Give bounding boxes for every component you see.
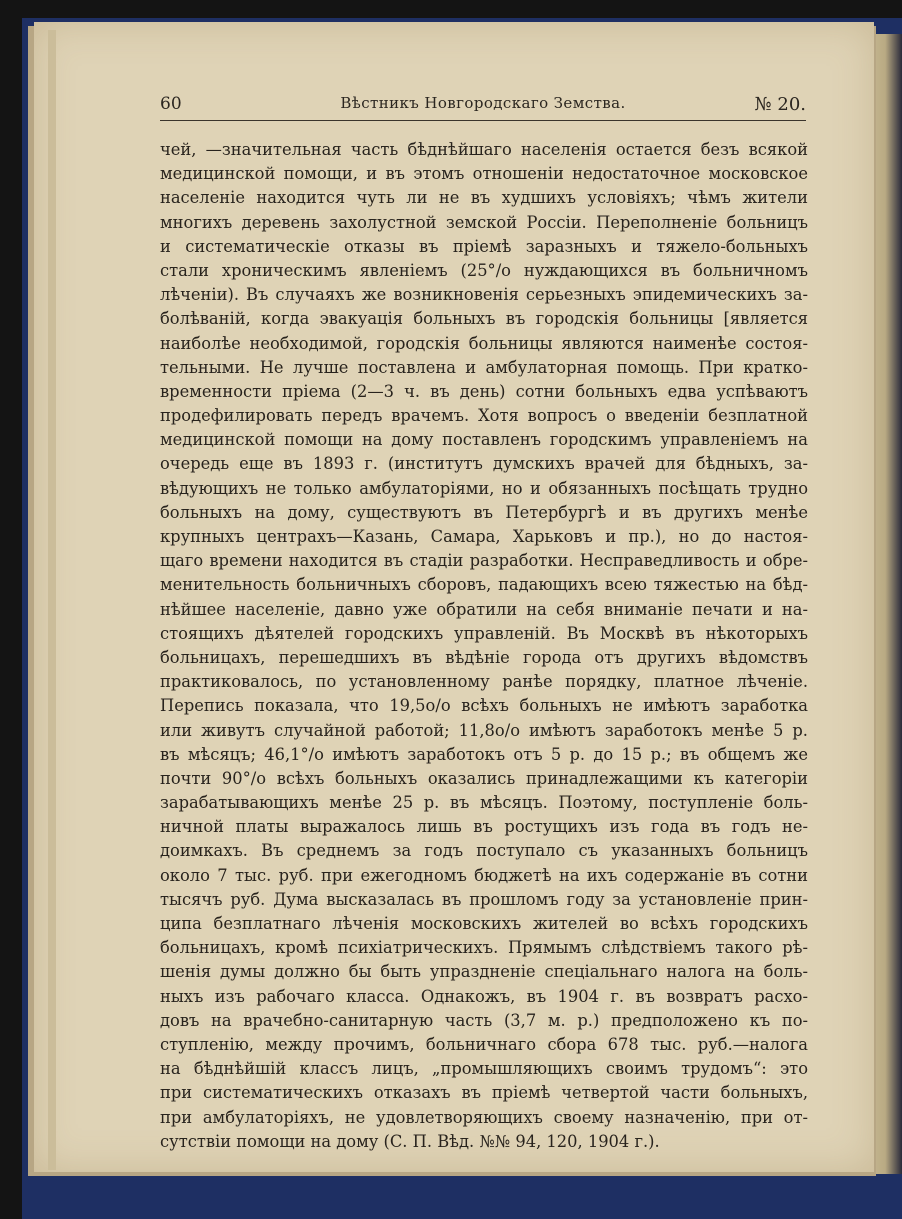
text-line: лѣченіи). Въ случаяхъ же возникновенія серьезныхъ эпидемическихъ за-: [160, 285, 808, 305]
text-line: крупныхъ центрахъ—Казань, Самара, Харьковъ и пр.), но до настоя-: [160, 527, 808, 546]
text-line: больныхъ на дому, существуютъ въ Петербургѣ и въ другихъ менѣе: [160, 502, 808, 522]
text-line: тысячъ руб. Дума высказалась въ прошломъ году за установленіе прин-: [160, 889, 808, 909]
text-line: многихъ деревень захолустной земской Россіи. Переполненіе больницъ: [160, 212, 808, 232]
text-line: стоящихъ дѣятелей городскихъ управленій. Въ Москвѣ въ нѣкоторыхъ: [160, 623, 808, 643]
text-line: въ мѣсяцъ; 46,1°/о имѣютъ заработокъ отъ 5 р. до 15 р.; въ общемъ же: [160, 744, 808, 764]
text-line: медицинской помощи, и въ этомъ отношеніи недостаточное московское: [160, 164, 808, 184]
text-line: при систематическихъ отказахъ въ пріемѣ четвертой части больныхъ,: [160, 1083, 808, 1103]
text-line: ныхъ изъ рабочаго класса. Однакожъ, въ 1904 г. въ возвратъ расхо-: [160, 986, 808, 1006]
text-line: практиковалось, по установленному ранѣе порядку, платное лѣченіе.: [160, 672, 808, 692]
page-gutter-edge: [48, 30, 56, 1170]
text-line: продефилировать передъ врачемъ. Хотя вопросъ о введеніи безплатной: [160, 406, 808, 426]
text-line: ципа безплатнаго лѣченія московскихъ жителей во всѣхъ городскихъ: [160, 914, 808, 933]
text-line: довъ на врачебно-санитарную часть (3,7 м. р.) предположено къ по-: [160, 1010, 808, 1030]
text-line: около 7 тыс. руб. при ежегодномъ бюджетѣ на ихъ содержаніе въ сотни: [160, 865, 808, 885]
text-line: временности пріема (2—3 ч. въ день) сотни больныхъ едва успѣваютъ: [160, 381, 808, 401]
text-line: Перепись показала, что 19,5о/о всѣхъ больныхъ не имѣютъ заработка: [160, 696, 808, 716]
text-line: сутствіи помощи на дому (С. П. Вѣд. №№ 94, 120, 1904 г.).: [160, 1131, 660, 1151]
text-line: менительность больничныхъ сборовъ, падающихъ всею тяжестью на бѣд-: [160, 575, 808, 595]
text-line: чей, —значительная часть бѣднѣйшаго населенія остается безъ всякой: [160, 140, 808, 159]
text-line: на бѣднѣйшій классъ лицъ, „промышляющихъ своимъ трудомъ“: это: [160, 1059, 808, 1079]
text-line: щаго времени находится въ стадіи разработки. Несправедливость и обре-: [160, 551, 808, 571]
text-line: или живутъ случайной работой; 11,8о/о имѣютъ заработокъ менѣе 5 р.: [160, 720, 808, 740]
text-line: при амбулаторіяхъ, не удовлетворяющихъ своему назначенію, при от-: [160, 1107, 808, 1127]
text-line: ничной платы выражалось лишь въ ростущихъ изъ года въ годъ не-: [160, 817, 808, 837]
text-line: шенія думы должно бы быть упраздненіе спеціальнаго налога на боль-: [160, 962, 808, 982]
running-header: [160, 94, 806, 122]
article-body: [160, 138, 808, 1154]
text-line: наиболѣе необходимой, городскія больницы являются наименѣе состоя-: [160, 333, 808, 353]
header-rule: [160, 120, 806, 121]
text-line: ступленію, между прочимъ, больничнаго сбора 678 тыс. руб.—налога: [160, 1034, 808, 1054]
text-line: стали хроническимъ явленіемъ (25°/о нуждающихся въ больничномъ: [160, 260, 808, 280]
text-line: населеніе находится чуть ли не въ худшихъ условіяхъ; чѣмъ жители: [160, 188, 808, 208]
text-line: очередь еще въ 1893 г. (институтъ думскихъ врачей для бѣдныхъ, за-: [160, 454, 808, 474]
issue-number: № 20.: [754, 94, 806, 115]
text-line: почти 90°/о всѣхъ больныхъ оказались принадлежащими къ категоріи: [160, 768, 808, 788]
text-line: зарабатывающихъ менѣе 25 р. въ мѣсяцъ. Поэтому, поступленіе боль-: [160, 793, 808, 813]
page-number: 60: [160, 94, 182, 114]
text-line: медицинской помощи на дому поставленъ городскимъ управленіемъ на: [160, 430, 808, 450]
text-line: больницахъ, кромѣ психіатрическихъ. Прямымъ слѣдствіемъ такого рѣ-: [160, 938, 808, 958]
text-line: доимкахъ. Въ среднемъ за годъ поступало съ указанныхъ больницъ: [160, 841, 808, 861]
text-line: нѣйшее населеніе, давно уже обратили на себя вниманіе печати и на-: [160, 599, 808, 619]
text-line: болѣваній, когда эвакуація больныхъ въ городскія больницы [является: [160, 309, 808, 329]
text-line: тельными. Не лучше поставлена и амбулаторная помощь. При кратко-: [160, 357, 808, 377]
journal-title: Вѣстникъ Новгородскаго Земства.: [340, 94, 626, 112]
text-line: и систематическіе отказы въ пріемѣ заразныхъ и тяжело-больныхъ: [160, 236, 808, 256]
text-line: больницахъ, перешедшихъ въ вѣдѣніе города отъ другихъ вѣдомствъ: [160, 647, 808, 667]
text-line: вѣдующихъ не только амбулаторіями, но и обязанныхъ посѣщать трудно: [160, 478, 808, 498]
